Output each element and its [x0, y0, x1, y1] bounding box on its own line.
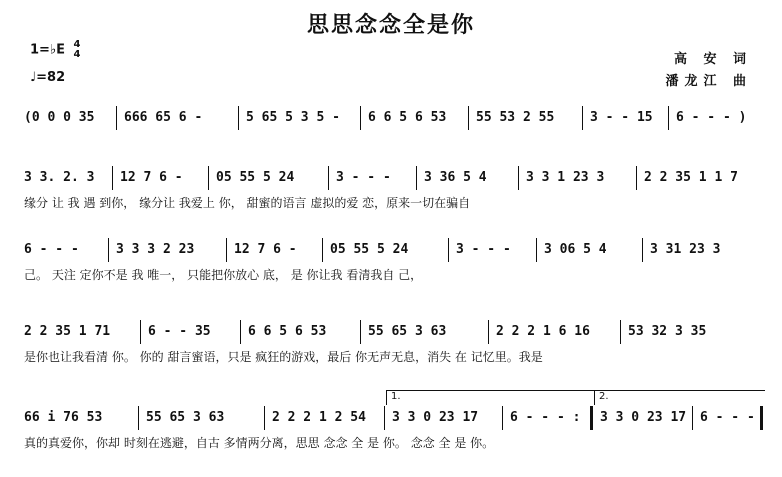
lyrics-line: 是你也让我看清 你。 你的 甜言蜜语，只是 疯狂的游戏，最后 你无声无息，消失 在 记忆里。我是 — [24, 350, 543, 364]
measure: 3 3 3 2 23 — [116, 242, 195, 257]
first-ending-bracket — [386, 390, 601, 405]
barline — [226, 238, 227, 262]
barline — [112, 166, 113, 190]
measure: 2 2 2 1 6 16 — [496, 324, 590, 339]
measure: 3 3. 2. 3 — [24, 170, 95, 185]
notes-line — [24, 408, 764, 428]
time-signature — [73, 40, 80, 60]
measure: 12 7 6 - — [120, 170, 183, 185]
measure: 6 6 5 6 53 — [368, 110, 447, 125]
score-row-3 — [24, 240, 764, 288]
composer-credit: 潘龙江 曲 — [665, 74, 752, 89]
measure: (0 0 0 35 — [24, 110, 95, 125]
measure: 3 3 0 23 17 — [600, 410, 687, 425]
measure: 05 55 5 24 — [216, 170, 295, 185]
key-text: 1=♭E — [30, 42, 65, 58]
measure: 3 3 0 23 17 — [392, 410, 479, 425]
notes-line — [24, 240, 764, 260]
barline — [384, 406, 385, 430]
barline — [360, 106, 361, 130]
barline — [448, 238, 449, 262]
measure: 6 - - - ) — [676, 110, 747, 125]
notes-line — [24, 168, 764, 188]
barline — [360, 320, 361, 344]
measure: 2 2 35 1 71 — [24, 324, 111, 339]
score-row-2 — [24, 168, 764, 216]
score-row-4 — [24, 322, 764, 370]
lyrics-line: 真的真爱你，你却 时刻在逃避，自古 多情两分离，思思 念念 全 是 你。 念念 全 是 你。 — [24, 436, 495, 450]
measure: 12 7 6 - — [234, 242, 297, 257]
barline — [536, 238, 537, 262]
barline — [668, 106, 669, 130]
lyrics-line: 己。 天注 定你不是 我 唯一， 只能把你放心 底， 是 你让我 看清我自 己， — [24, 268, 423, 282]
measure: 6 - - - — [700, 410, 755, 425]
barline — [138, 406, 139, 430]
measure: 66 i 76 53 — [24, 410, 103, 425]
lyrics-line: 缘分 让 我 遇 到你， 缘分让 我爱上 你， 甜蜜的语言 虚拟的爱 恋，原来一切在骗自 — [24, 196, 471, 210]
measure: 2 2 2 1 2 54 — [272, 410, 366, 425]
measure: 55 53 2 55 — [476, 110, 555, 125]
measure: 6 - - - : — [510, 410, 581, 425]
barline — [692, 406, 693, 430]
barline — [238, 106, 239, 130]
time-bottom: 4 — [73, 49, 81, 60]
measure: 53 32 3 35 — [628, 324, 707, 339]
measure: 666 65 6 - — [124, 110, 203, 125]
measure: 3 36 5 4 — [424, 170, 487, 185]
barline — [642, 238, 643, 262]
barline — [518, 166, 519, 190]
measure: 3 31 23 3 — [650, 242, 721, 257]
measure: 2 2 35 1 1 7 — [644, 170, 738, 185]
song-title: 思思念念全是你 — [306, 13, 475, 38]
measure: 3 - - - — [456, 242, 511, 257]
barline — [582, 106, 583, 130]
notes-line — [24, 322, 764, 342]
barline — [322, 238, 323, 262]
barline — [468, 106, 469, 130]
barline — [636, 166, 637, 190]
ending-label: 1. — [391, 391, 401, 402]
score-row-5 — [24, 391, 764, 456]
barline — [416, 166, 417, 190]
barline — [116, 106, 117, 130]
measure: 55 65 3 63 — [146, 410, 225, 425]
barline — [620, 320, 621, 344]
ending-label: 2. — [599, 391, 609, 402]
key-signature — [30, 40, 80, 60]
time-top: 4 — [73, 39, 81, 50]
barline — [264, 406, 265, 430]
second-ending-bracket — [594, 390, 765, 405]
barline — [208, 166, 209, 190]
measure: 6 - - 35 — [148, 324, 211, 339]
barline — [240, 320, 241, 344]
measure: 55 65 3 63 — [368, 324, 447, 339]
measure: 3 - - - — [336, 170, 391, 185]
barline — [108, 238, 109, 262]
final-barline — [760, 406, 763, 430]
measure: 3 3 1 23 3 — [526, 170, 605, 185]
measure: 3 06 5 4 — [544, 242, 607, 257]
measure: 3 - - 15 — [590, 110, 653, 125]
barline — [488, 320, 489, 344]
score-row-1 — [24, 108, 764, 156]
notes-line — [24, 108, 764, 128]
measure: 05 55 5 24 — [330, 242, 409, 257]
lyricist-credit: 高 安 词 — [673, 52, 752, 67]
measure: 6 6 5 6 53 — [248, 324, 327, 339]
measure: 5 65 5 3 5 - — [246, 110, 340, 125]
barline — [328, 166, 329, 190]
barline — [502, 406, 503, 430]
repeat-barline — [590, 406, 593, 430]
barline — [140, 320, 141, 344]
measure: 6 - - - — [24, 242, 79, 257]
lyrics-line — [24, 134, 764, 152]
tempo-marking: ♩=82 — [30, 70, 66, 85]
